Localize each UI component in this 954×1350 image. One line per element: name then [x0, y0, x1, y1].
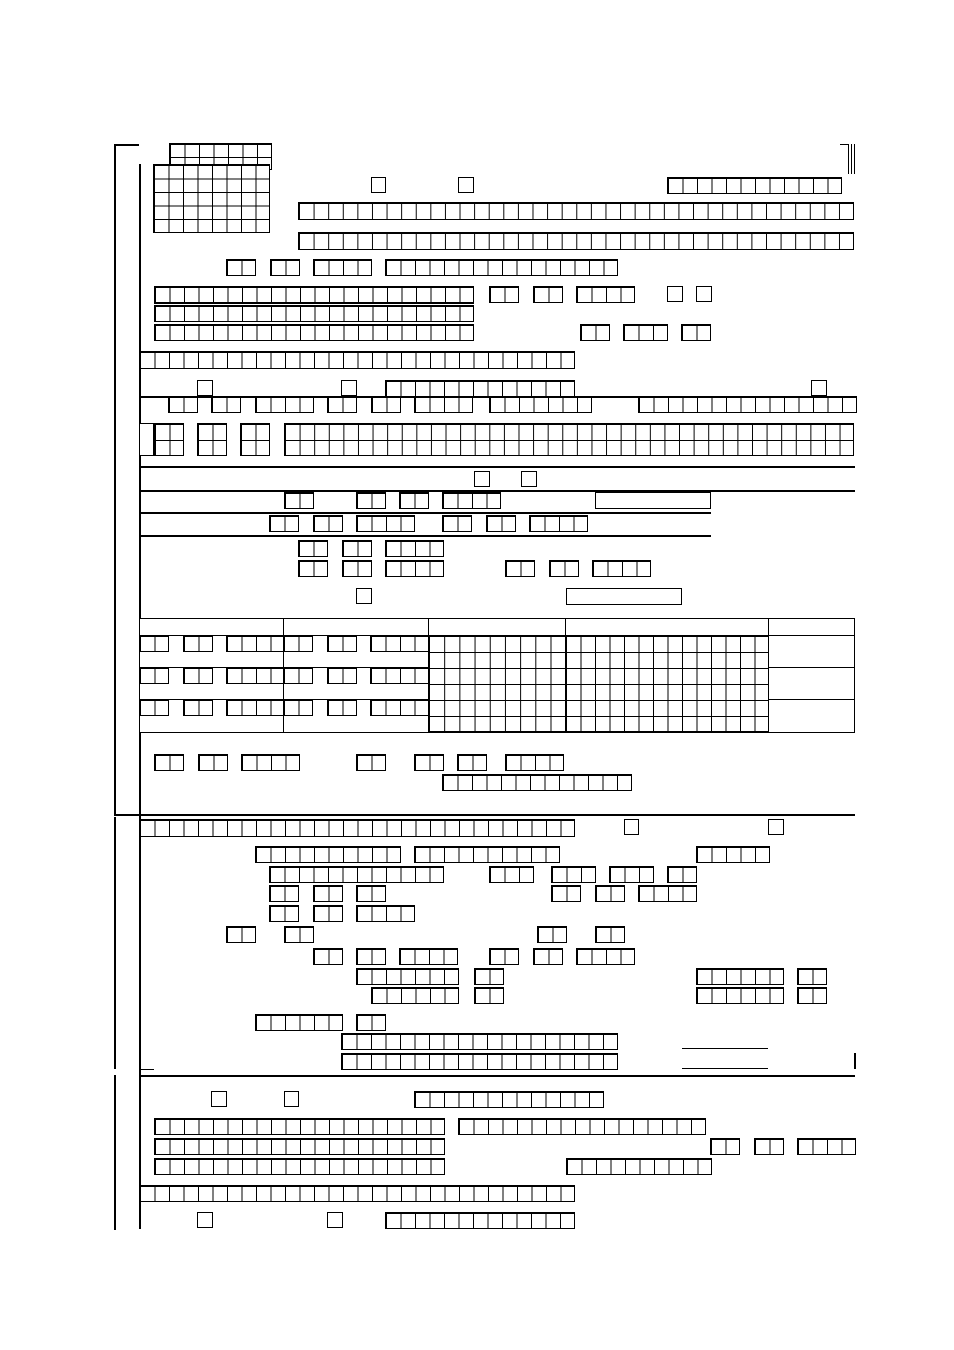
s2-field-b[interactable]	[414, 846, 560, 863]
date-b-month[interactable]	[486, 515, 516, 532]
long-number-field[interactable]	[638, 396, 857, 413]
s2-field-h[interactable]	[667, 866, 697, 883]
table-row-1-year-b[interactable]	[370, 635, 429, 652]
horizontal-rule	[114, 144, 139, 146]
checkbox-mid-b[interactable]	[521, 471, 537, 487]
s2-field-x[interactable]	[474, 987, 504, 1004]
small-field-g[interactable]	[327, 396, 357, 413]
checkbox-mid-a[interactable]	[474, 471, 490, 487]
small-field-k[interactable]	[284, 492, 314, 509]
small-field-o[interactable]	[356, 754, 386, 771]
s2-date-b-year[interactable]	[356, 905, 415, 922]
date-e-day[interactable]	[505, 560, 535, 577]
s2-field-o[interactable]	[595, 926, 625, 943]
table-row-1-date-a-day[interactable]	[139, 635, 169, 652]
horizontal-rule	[139, 512, 711, 514]
vertical-rule	[854, 1053, 856, 1069]
s2-date-a-year[interactable]	[638, 885, 697, 902]
small-field-q[interactable]	[457, 754, 487, 771]
vertical-rule	[114, 1053, 116, 1069]
line-1-field[interactable]	[298, 202, 854, 220]
table-row-2-date-a-year[interactable]	[226, 667, 285, 684]
horizontal-rule	[154, 303, 474, 304]
small-field-a[interactable]	[580, 324, 610, 341]
table-row-3-date-a-month[interactable]	[183, 699, 213, 716]
checkbox-row-b[interactable]	[341, 380, 357, 396]
s3-code-field[interactable]	[414, 1091, 604, 1108]
small-field-p[interactable]	[414, 754, 444, 771]
small-field-b[interactable]	[623, 324, 668, 341]
date-a-day[interactable]	[269, 515, 299, 532]
date-issued-year[interactable]	[313, 259, 372, 276]
checkbox-sex-b[interactable]	[696, 286, 712, 302]
s2-date-c-year[interactable]	[576, 948, 635, 965]
small-field-j[interactable]	[489, 396, 592, 413]
table-row-1-date-a-year[interactable]	[226, 635, 285, 652]
s3-date-year[interactable]	[797, 1138, 856, 1155]
small-field-i[interactable]	[414, 396, 473, 413]
name-line-2[interactable]	[154, 305, 474, 322]
s3-name-line-3[interactable]	[154, 1158, 445, 1175]
small-field-e[interactable]	[211, 396, 241, 413]
table-row-2-date-a-month[interactable]	[183, 667, 213, 684]
s2-field-f[interactable]	[551, 866, 596, 883]
small-field-r[interactable]	[505, 754, 564, 771]
date-a-month[interactable]	[313, 515, 343, 532]
s2-field-p[interactable]	[313, 948, 343, 965]
date-c-year[interactable]	[385, 540, 444, 557]
small-field-m[interactable]	[399, 492, 429, 509]
checkbox-row-a[interactable]	[197, 380, 213, 396]
date-d-month[interactable]	[342, 560, 372, 577]
table-row-1-day-b[interactable]	[283, 635, 313, 652]
small-field-h[interactable]	[371, 396, 401, 413]
vertical-rule	[114, 817, 116, 1067]
s2-date-b-month[interactable]	[313, 905, 343, 922]
s2-field-v[interactable]	[797, 968, 827, 985]
s2-field-r[interactable]	[399, 948, 458, 965]
s2-field-k[interactable]	[356, 885, 386, 902]
wide-double-field[interactable]	[284, 423, 854, 456]
small-field-d[interactable]	[168, 396, 198, 413]
checkbox-sex-a[interactable]	[667, 286, 683, 302]
date-birth-month[interactable]	[533, 286, 563, 303]
horizontal-rule	[682, 1048, 768, 1049]
address-field[interactable]	[139, 351, 575, 369]
horizontal-rule	[139, 535, 711, 537]
date-a-year[interactable]	[356, 515, 415, 532]
s3-code-field-b[interactable]	[385, 1212, 575, 1229]
table-row-3-date-a-day[interactable]	[139, 699, 169, 716]
s3-date-day[interactable]	[710, 1138, 740, 1155]
s3-address-field[interactable]	[139, 1185, 575, 1202]
vertical-rule	[114, 144, 116, 814]
checkbox-s3-b[interactable]	[284, 1091, 299, 1107]
horizontal-rule	[139, 1069, 154, 1070]
vertical-rule	[114, 1075, 116, 1230]
s2-date-c-month[interactable]	[533, 948, 563, 965]
small-field-c[interactable]	[681, 324, 711, 341]
s2-field-m[interactable]	[284, 926, 314, 943]
s3-field-b[interactable]	[566, 1158, 712, 1175]
s2-field-u[interactable]	[696, 968, 784, 985]
section-2-address[interactable]	[139, 819, 575, 837]
date-c-month[interactable]	[342, 540, 372, 557]
table-row-1-date-a-month[interactable]	[183, 635, 213, 652]
s2-field-aa[interactable]	[255, 1014, 343, 1031]
horizontal-rule	[139, 1075, 855, 1077]
table-row-2-day-b[interactable]	[283, 667, 313, 684]
date-b-day[interactable]	[442, 515, 472, 532]
date-f-day[interactable]	[154, 754, 184, 771]
s3-name-line-1[interactable]	[154, 1118, 445, 1135]
horizontal-rule	[114, 814, 855, 816]
date-e-year[interactable]	[592, 560, 651, 577]
vertical-rule	[854, 144, 855, 174]
date-issued-day[interactable]	[226, 259, 256, 276]
date-c-day[interactable]	[298, 540, 328, 557]
s2-long-field-b[interactable]	[341, 1053, 618, 1070]
code-field-a[interactable]	[385, 259, 618, 276]
date-f-year[interactable]	[241, 754, 300, 771]
small-field-f[interactable]	[255, 396, 314, 413]
s3-name-line-2[interactable]	[154, 1138, 445, 1155]
s2-field-i[interactable]	[269, 885, 299, 902]
pair-field-c[interactable]	[240, 423, 270, 456]
table-row-1-month-b[interactable]	[327, 635, 357, 652]
checkbox-s3-a[interactable]	[211, 1091, 227, 1107]
checkbox-mid-c[interactable]	[356, 588, 372, 604]
s3-date-month[interactable]	[754, 1138, 784, 1155]
side-marker[interactable]	[139, 423, 154, 456]
date-issued-month[interactable]	[270, 259, 300, 276]
table-row-3-month-b[interactable]	[327, 699, 357, 716]
s2-field-d[interactable]	[269, 866, 444, 883]
s2-field-j[interactable]	[313, 885, 343, 902]
date-b-year[interactable]	[529, 515, 588, 532]
code-field-b[interactable]	[385, 380, 575, 397]
date-e-month[interactable]	[549, 560, 579, 577]
table-row-3-year-b[interactable]	[370, 699, 429, 716]
table-grid-col-4[interactable]	[565, 635, 769, 732]
name-line-3[interactable]	[154, 324, 474, 341]
table-row-2-year-b[interactable]	[370, 667, 429, 684]
s2-field-s[interactable]	[356, 968, 459, 985]
s2-field-c[interactable]	[696, 846, 770, 863]
date-d-day[interactable]	[298, 560, 328, 577]
header-code-grid[interactable]	[153, 164, 270, 233]
table-row-2-month-b[interactable]	[327, 667, 357, 684]
s2-date-c-day[interactable]	[489, 948, 519, 965]
horizontal-rule	[682, 1068, 768, 1069]
s2-long-field-a[interactable]	[341, 1033, 618, 1050]
table-grid-col-3[interactable]	[428, 635, 566, 732]
checkbox-s2-a[interactable]	[624, 819, 639, 835]
s2-field-e[interactable]	[489, 866, 534, 883]
checkbox-header-a[interactable]	[371, 177, 386, 193]
table-row-3-day-b[interactable]	[283, 699, 313, 716]
s2-field-l[interactable]	[226, 926, 256, 943]
date-birth-day[interactable]	[489, 286, 519, 303]
pair-field-a[interactable]	[154, 423, 184, 456]
text-field-mid-a[interactable]	[595, 492, 711, 509]
table-row-3-date-a-year[interactable]	[226, 699, 285, 716]
date-birth-year[interactable]	[576, 286, 635, 303]
s2-field-q[interactable]	[356, 948, 386, 965]
checkbox-s2-b[interactable]	[768, 819, 784, 835]
checkbox-header-b[interactable]	[458, 177, 474, 193]
s2-field-g[interactable]	[609, 866, 654, 883]
s2-field-w[interactable]	[371, 987, 459, 1004]
s2-field-t[interactable]	[474, 968, 504, 985]
checkbox-s3-c[interactable]	[197, 1212, 213, 1228]
s2-date-a-month[interactable]	[595, 885, 625, 902]
s2-field-ab[interactable]	[356, 1014, 386, 1031]
vertical-rule	[848, 144, 849, 174]
s2-date-b-day[interactable]	[269, 905, 299, 922]
table-row-2-date-a-day[interactable]	[139, 667, 169, 684]
horizontal-rule	[139, 466, 855, 468]
name-line-1[interactable]	[154, 286, 474, 303]
s2-date-a-day[interactable]	[551, 885, 581, 902]
code-field-c[interactable]	[442, 774, 632, 791]
s2-field-y[interactable]	[696, 987, 784, 1004]
small-field-n[interactable]	[442, 492, 501, 509]
checkbox-row-c[interactable]	[811, 380, 827, 396]
s2-field-n[interactable]	[537, 926, 567, 943]
header-number-field[interactable]	[667, 177, 842, 194]
horizontal-rule	[840, 144, 848, 145]
date-d-year[interactable]	[385, 560, 444, 577]
s2-field-a[interactable]	[255, 846, 401, 863]
s2-field-z[interactable]	[797, 987, 827, 1004]
vertical-rule	[851, 144, 852, 174]
line-2-field[interactable]	[298, 232, 854, 250]
small-field-l[interactable]	[356, 492, 386, 509]
checkbox-s3-d[interactable]	[327, 1212, 343, 1228]
text-field-mid-b[interactable]	[566, 588, 682, 605]
s3-field-a[interactable]	[458, 1118, 706, 1135]
date-f-month[interactable]	[198, 754, 228, 771]
pair-field-b[interactable]	[197, 423, 227, 456]
